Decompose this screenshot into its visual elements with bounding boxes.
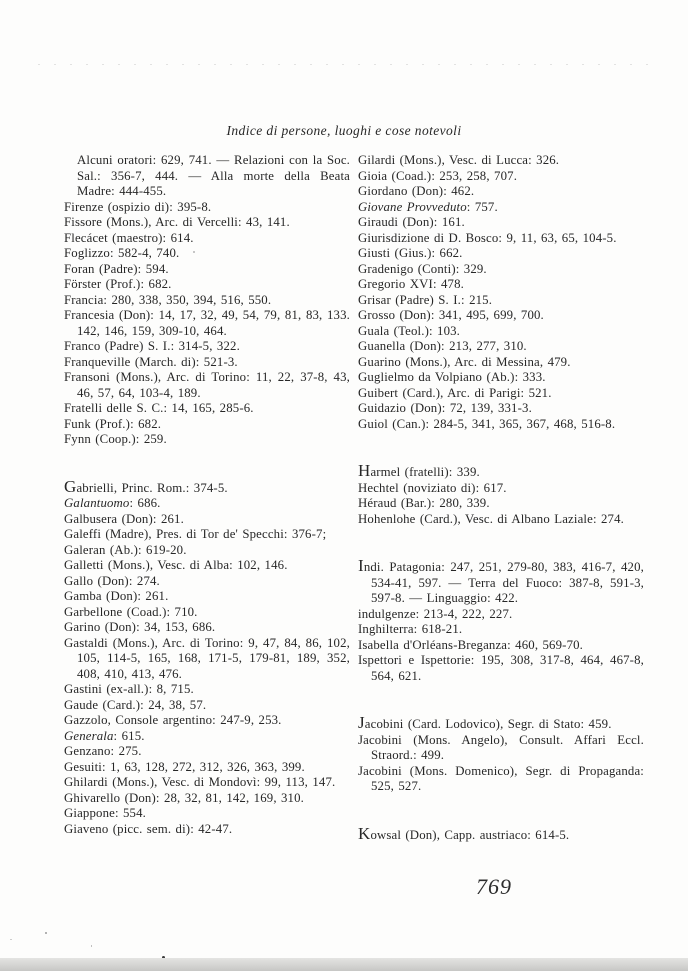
index-entry: Galletti (Mons.), Vesc. di Alba: 102, 146. [64,558,288,572]
section-initial-cap: H [358,461,371,480]
index-entry: Guidazio (Don): 72, 139, 331-3. [358,401,532,415]
index-entry: Gesuiti: 1, 63, 128, 272, 312, 326, 363, 399. [64,759,305,774]
index-entry: indulgenze: 213-4, 222, 227. [358,606,513,621]
index-entry: Guarino (Mons.), Arc. di Messina, 479. [358,354,571,369]
index-columns [64,153,644,843]
index-entry: Ispettori e Ispettorie: 195, 308, 317-8, 464, 467-8, 564, 621. [358,653,644,683]
index-entry: Guiol (Can.): 284-5, 341, 365, 367, 468, 516-8. [358,416,616,431]
index-entry: Hechtel (noviziato di): 617. [358,480,507,495]
index-entry: Fransoni (Mons.), Arc. di Torino: 11, 22, 37-8, 43, 46, 57, 64, 103-4, 189. [64,370,350,400]
italic-lemma: Giovane Provveduto [358,199,467,214]
index-entry: Ghivarello (Don): 28, 32, 81, 142, 169, 310. [64,790,305,805]
index-entry: Guibert (Card.), Arc. di Parigi: 521. [358,385,552,400]
index-entry: Giappone: 554. [64,806,146,820]
index-entry: Grisar (Padre) S. I.: 215. [358,292,493,307]
index-entry: Guglielmo da Volpiano (Ab.): 333. [358,370,546,384]
index-entry: Foglizzo: 582-4, 740. [64,246,180,260]
right-column [358,153,644,843]
index-entry: Francia: 280, 338, 350, 394, 516, 550. [64,292,272,307]
index-entry: Jacobini (Mons. Domenico), Segr. di Propaganda: 525, 527. [358,763,644,793]
index-entry: Héraud (Bar.): 280, 339. [358,496,490,510]
index-entry: Generala: 615. [64,728,145,743]
italic-lemma: Generala [64,728,114,743]
index-entry: Fynn (Coop.): 259. [64,432,167,446]
index-entry: Funk (Prof.): 682. [64,416,162,431]
index-entry: Giraudi (Don): 161. [358,215,465,229]
scan-edge-shadow [0,958,688,971]
index-entry: Isabella d'Orléans-Breganza: 460, 569-70. [358,637,584,652]
index-entry: Gamba (Don): 261. [64,589,169,603]
index-entry: Fratelli delle S. C.: 14, 165, 285-6. [64,401,254,415]
index-entry: Inghilterra: 618-21. [358,622,463,636]
scan-noise-line [38,64,654,65]
section-initial-cap: G [64,476,77,496]
section-initial-cap: K [358,823,371,843]
index-entry: Ghilardi (Mons.), Vesc. di Mondovì: 99, 113, 147. [64,775,336,789]
scan-speck [91,945,92,947]
index-entry: Gaude (Card.): 24, 38, 57. [64,697,207,712]
index-entry: Gastini (ex-all.): 8, 715. [64,682,194,696]
index-entry: Francesia (Don): 14, 17, 32, 49, 54, 79, 81, 83, 133. 142, 146, 159, 309-10, 464. [64,308,350,338]
index-entry: Giaveno (picc. sem. di): 42-47. [64,821,233,836]
index-entry: Galbusera (Don): 261. [64,511,184,526]
left-column [64,153,350,837]
index-entry: Garino (Don): 34, 153, 686. [64,620,216,634]
index-entry: Gabrielli, Princ. Rom.: 374-5. [64,476,228,496]
index-entry: Indi. Patagonia: 247, 251, 279-80, 383, 416-7, 420, 534-41, 597. — Terra del Fuoco: 387-8, 591-3, 597-8. — Linguaggio: 422. [358,556,644,605]
section-initial-cap: I [358,556,364,575]
italic-lemma: Galantuomo [64,496,130,510]
index-entry: Grosso (Don): 341, 495, 699, 700. [358,308,544,322]
index-entry: Harmel (fratelli): 339. [358,461,480,480]
index-entry: Gazzolo, Console argentino: 247-9, 253. [64,713,282,727]
index-entry: Flecácet (maestro): 614. [64,230,194,245]
scan-speck [10,939,12,940]
index-entry: Gioia (Coad.): 253, 258, 707. [358,168,518,183]
index-entry: Galantuomo: 686. [64,496,161,510]
index-entry: Gallo (Don): 274. [64,573,160,588]
index-entry: Franqueville (March. di): 521-3. [64,354,238,369]
index-entry: Fissore (Mons.), Arc. di Vercelli: 43, 141. [64,215,290,229]
index-entry: Alcuni oratori: 629, 741. — Relazioni con la Soc. Sal.: 356-7, 444. — Alla morte della Beata Madre: 444-455. [77,153,350,198]
index-entry: Guala (Teol.): 103. [358,323,461,338]
index-entry: Gregorio XVI: 478. [358,277,464,291]
index-entry: Franco (Padre) S. I.: 314-5, 322. [64,339,240,353]
index-entry: Jacobini (Mons. Angelo), Consult. Affari Eccl. Straord.: 499. [358,732,644,762]
section-initial-cap: J [358,713,365,732]
index-entry: Hohenlohe (Card.), Vesc. di Albano Laziale: 274. [358,511,624,526]
index-entry: Kowsal (Don), Capp. austriaco: 614-5. [358,823,570,843]
index-entry: Jacobini (Card. Lodovico), Segr. di Stato: 459. [358,713,612,732]
index-entry: Gradenigo (Conti): 329. [358,261,487,276]
index-entry: Genzano: 275. [64,744,142,758]
scan-speck [45,932,47,934]
index-entry: Galeran (Ab.): 619-20. [64,542,187,557]
running-header: Indice di persone, luoghi e cose notevoli [226,123,462,138]
index-entry: Förster (Prof.): 682. [64,277,172,291]
index-entry: Gastaldi (Mons.), Arc. di Torino: 9, 47, 84, 86, 102, 105, 114-5, 165, 168, 171-5, 179-81, 189, 352, 408, 410, 413, 476. [64,635,350,681]
page-number: 769 [476,874,512,899]
index-entry: Giurisdizione di D. Bosco: 9, 11, 63, 65, 104-5. [358,230,617,245]
index-entry: Firenze (ospizio di): 395-8. [64,199,212,214]
scan-speck [193,251,195,253]
index-entry: Giovane Provveduto: 757. [358,199,498,214]
index-entry: Garbellone (Coad.): 710. [64,604,198,619]
index-entry: Gilardi (Mons.), Vesc. di Lucca: 326. [358,153,560,167]
index-entry: Giordano (Don): 462. [358,184,475,198]
index-entry: Guanella (Don): 213, 277, 310. [358,339,527,353]
index-entry: Galeffi (Madre), Pres. di Tor de' Specchi: 376-7; [64,527,327,541]
index-entry: Foran (Padre): 594. [64,261,169,276]
index-entry: Giusti (Gius.): 662. [358,246,463,260]
